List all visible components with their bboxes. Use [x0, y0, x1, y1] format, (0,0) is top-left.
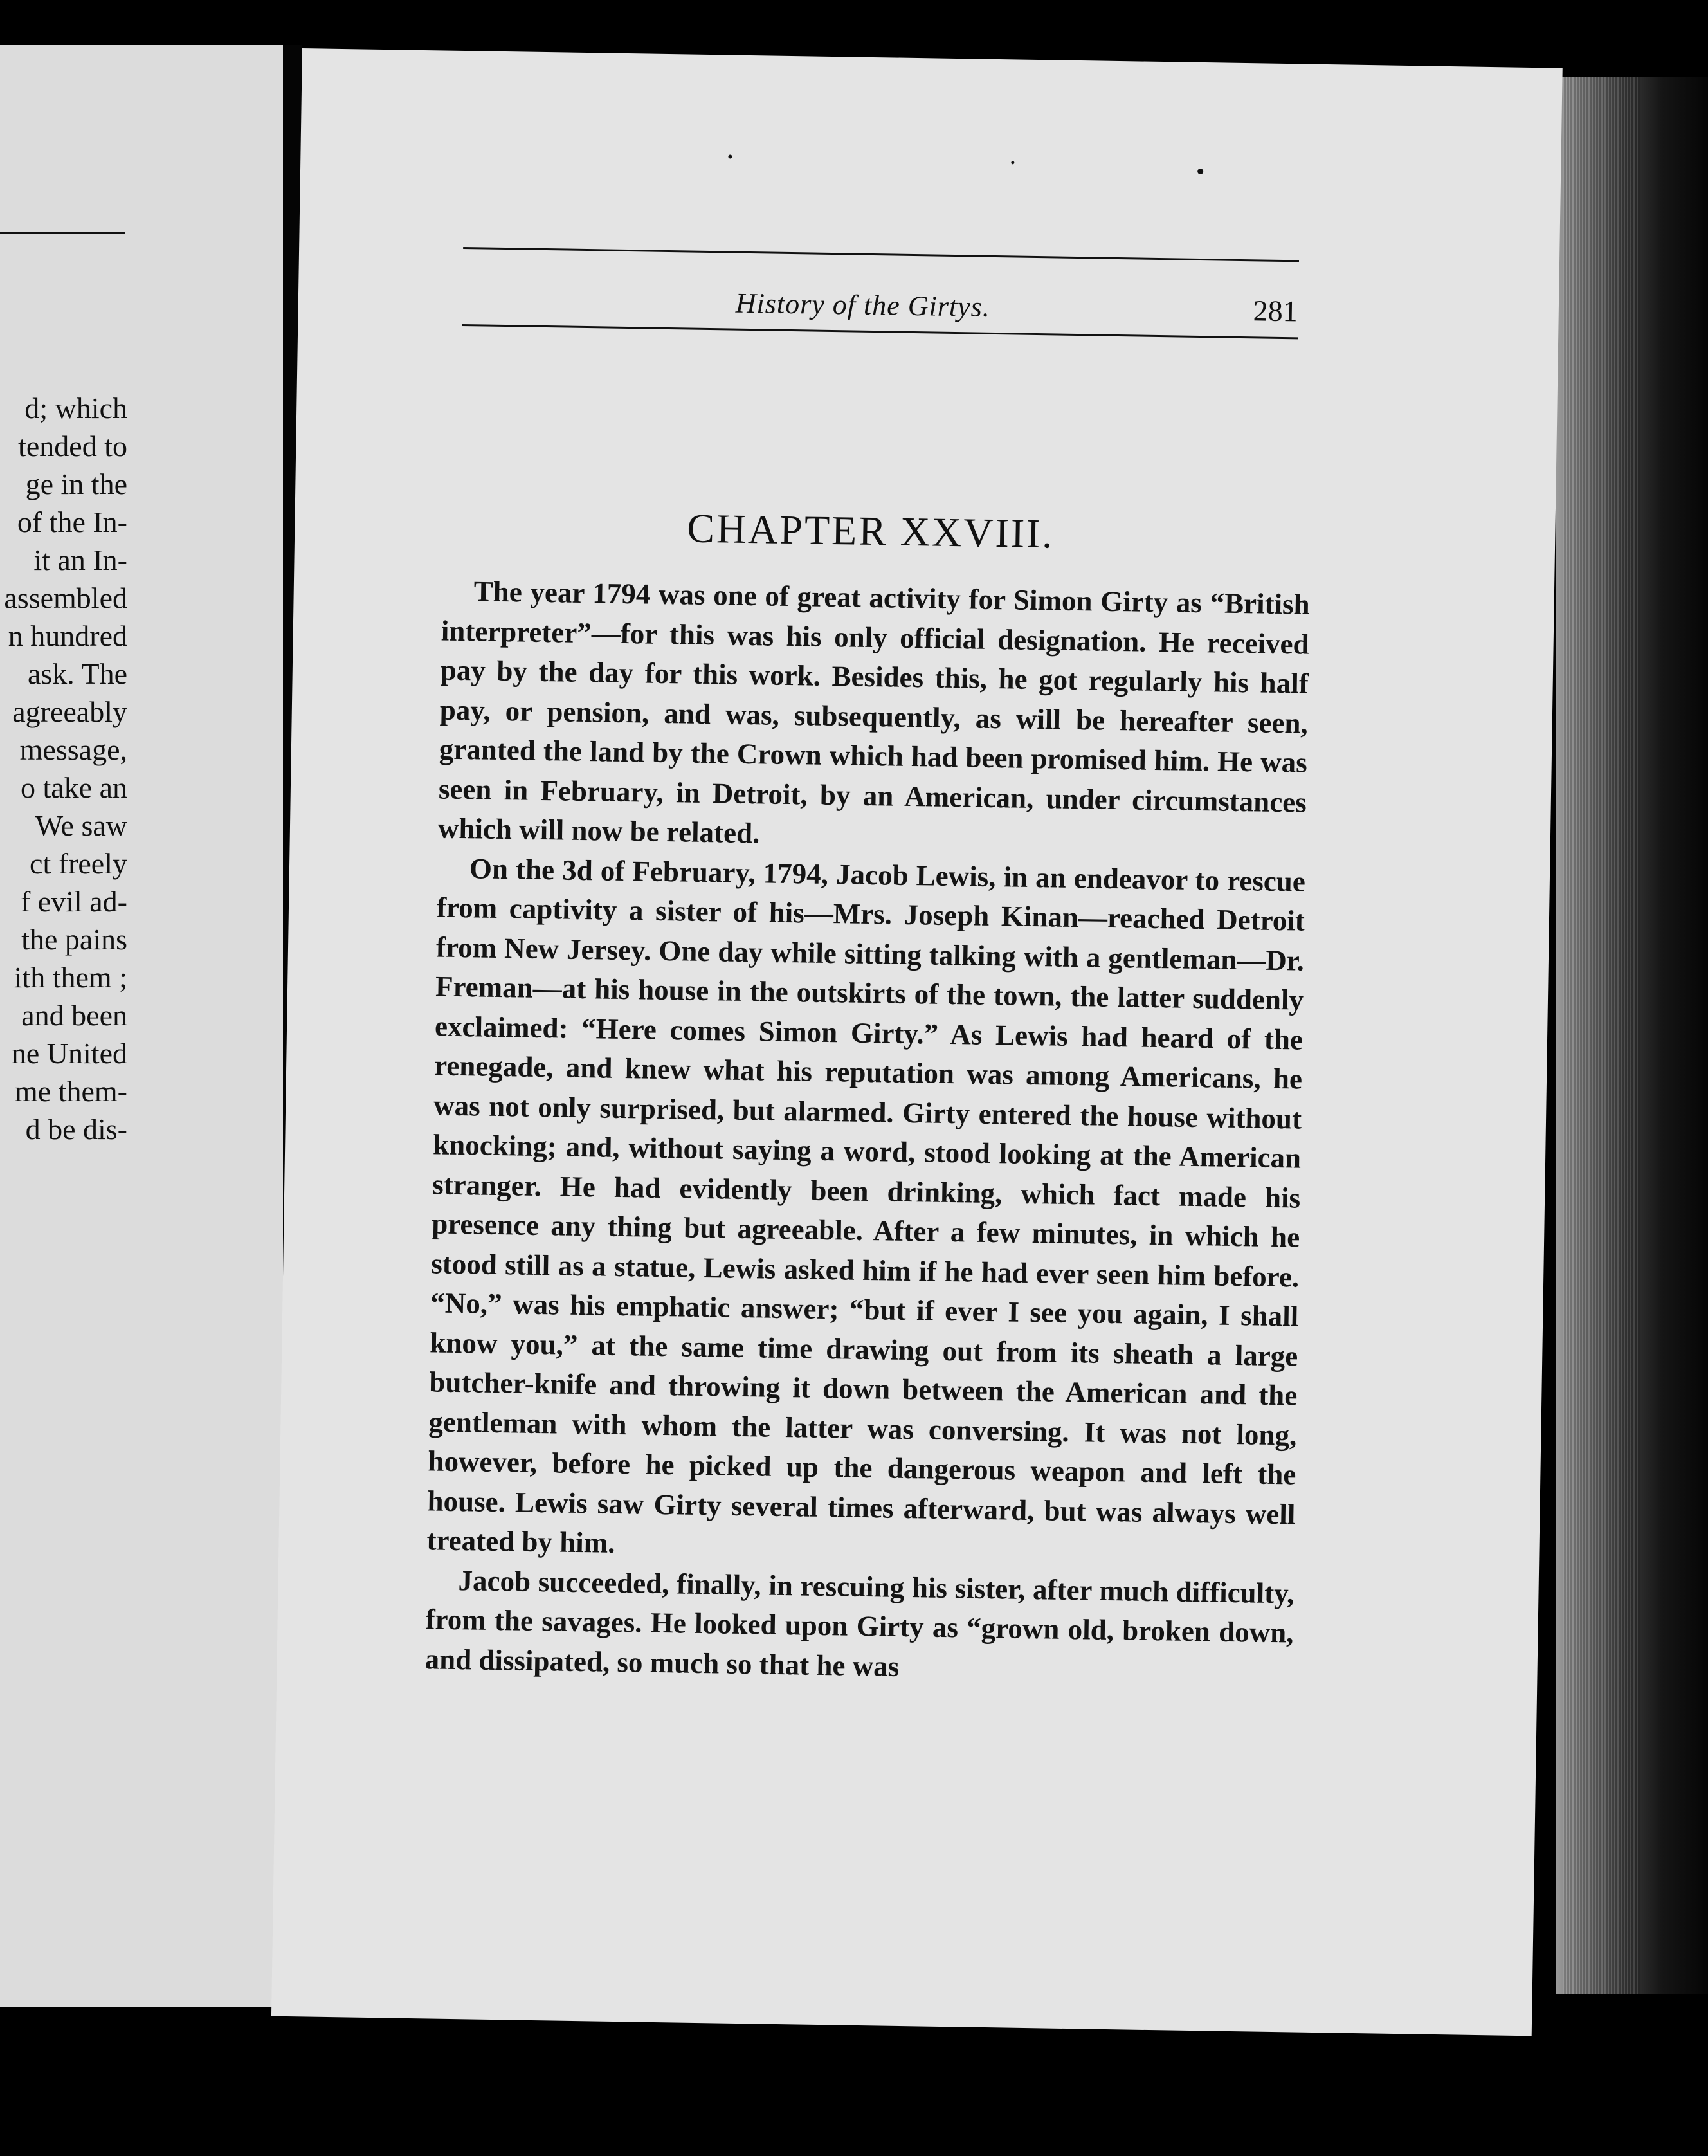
chapter-body	[424, 572, 1310, 1693]
page-edges	[1556, 77, 1708, 1994]
page-number: 281	[1253, 294, 1298, 328]
left-line: and been	[21, 999, 127, 1032]
left-line: tended to	[18, 430, 127, 462]
left-line: We saw	[35, 809, 127, 842]
paragraph: Jacob succeeded, finally, in rescuing his sister, after much difficulty, from the savages. He looked upon Girty as “grown old, broken down, and dissipated, so much so that he was	[424, 1564, 1295, 1683]
right-page	[271, 48, 1563, 2036]
left-line: ge in the	[25, 468, 127, 500]
left-page-header-rule	[0, 232, 125, 234]
chapter-title: CHAPTER XXVIII.	[686, 505, 1055, 557]
left-line: ct freely	[30, 847, 127, 880]
running-head: History of the Girtys.	[735, 287, 991, 323]
left-line: agreeably	[12, 695, 127, 728]
paragraph: The year 1794 was one of great activity for Simon Girty as “British interpreter”—for this was his only official designation. He received pay by the day for this work. Besides this, he got regularly his half pay, or pension, and was, subsequently, as will be hereafter seen, granted the land by the Crown which had been promised him. He was seen in February, in Detroit, by an American, under circumstances which will now be related.	[437, 575, 1311, 850]
left-line: f evil ad-	[20, 885, 127, 918]
left-line: it an In-	[33, 544, 127, 576]
scan-speck	[728, 154, 732, 158]
left-line: o take an	[20, 771, 127, 804]
left-line: ask. The	[27, 657, 127, 690]
left-line: me them-	[15, 1075, 127, 1108]
left-line: d be dis-	[25, 1113, 127, 1146]
paragraph: On the 3d of February, 1794, Jacob Lewis, in an endeavor to rescue from captivity a sister of his—Mrs. Joseph Kinan—reached Detroit from New Jersey. One day while sitting talking with a gentleman—Dr. Freman—at his house in the outskirts of the town, the latter suddenly exclaimed: “Here comes Simon Girty.” As Lewis had heard of the renegade, and knew what his reputation was among Americans, he was not only surprised, but alarmed. Girty entered the house without knocking; and, without saying a word, stood looking at the American stranger. He had evidently been drinking, which fact made his presence any thing but agreeable. After a few minutes, in which he stood still as a statue, Lewis asked him if he had ever seen him before. “No,” was his emphatic answer; “but if ever I see you again, I shall know you,” at the same time drawing out from its sheath a large butcher-knife and throwing it down between the American and the gentleman with whom the latter was conversing. It was not long, however, before he picked up the dangerous weapon and left the house. Lewis saw Girty several times afterward, but was always well treated by him.	[426, 852, 1306, 1559]
left-line: ith them ;	[14, 961, 127, 994]
left-line: ne United	[11, 1037, 127, 1070]
left-line: the pains	[21, 923, 127, 956]
left-page	[0, 45, 283, 2007]
left-line: assembled	[4, 581, 127, 614]
left-page-text	[4, 389, 127, 1148]
scan-speck	[1011, 161, 1014, 164]
left-line: of the In-	[17, 506, 127, 538]
left-line: n hundred	[8, 619, 127, 652]
left-line: message,	[19, 733, 127, 766]
header-rule-bottom	[462, 324, 1298, 339]
header-rule-top	[463, 247, 1299, 262]
left-line: d; which	[24, 392, 127, 425]
scan-speck	[1197, 169, 1203, 174]
